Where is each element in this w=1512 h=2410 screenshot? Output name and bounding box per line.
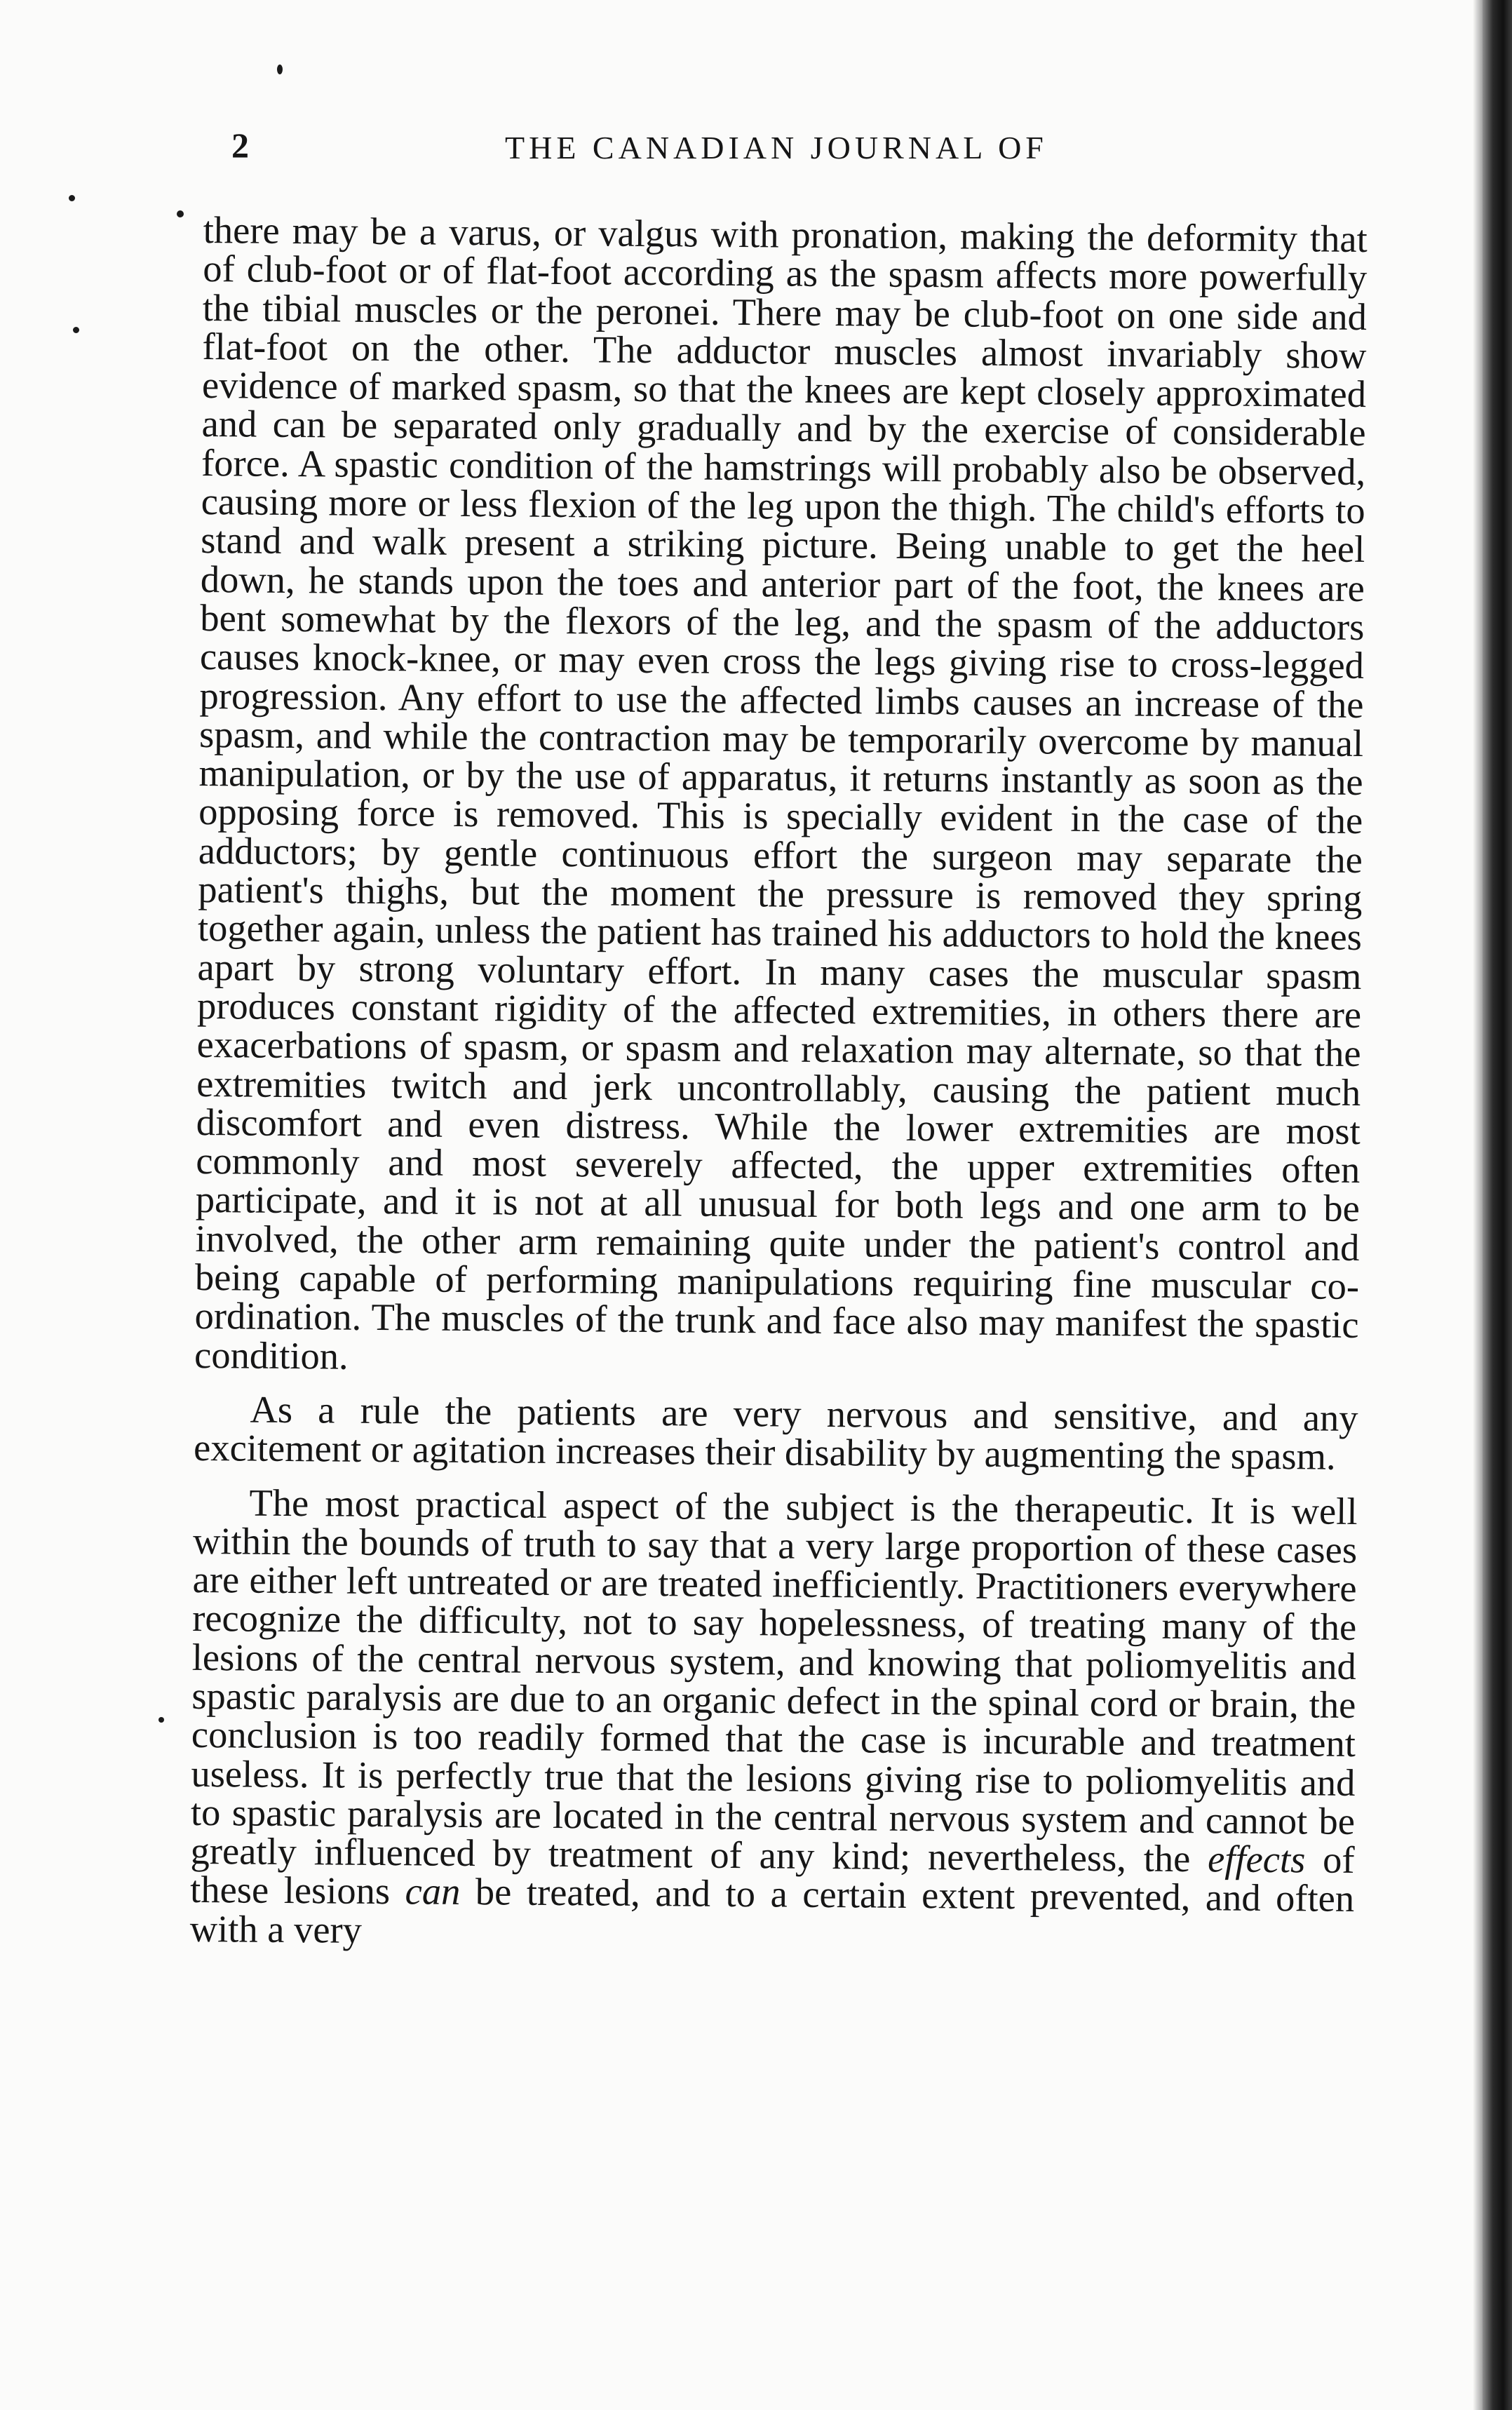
paragraph-1: there may be a varus, or valgus with pronation, making the deformity that of club-foot or of flat-foot according as the spasm affects more powerfully the tibial muscles or the peronei. There may be club-foot on one side and flat-foot on the other. The adductor muscles almost invariably show evidence of marked spasm, so that the knees are kept closely approximated and can be separated only gradually and by the exercise of considerable force. A spastic condition of the hamstrings will probably also be observed, causing more or less flexion of the leg upon the thigh. The child's efforts to stand and walk present a striking picture. Being unable to get the heel down, he stands upon the toes and anterior part of the foot, the knees are bent somewhat by the flexors of the leg, and the spasm of the adductors causes knock-knee, or may even cross the legs giving rise to cross-legged progression. Any effort to use the affected limbs causes an increase of the spasm, and while the contraction may be temporarily overcome by manual manipulation, or by the use of apparatus, it returns instantly as soon as the opposing force is removed. This is specially evident in the case of the adductors; by gentle continuous effort the surgeon may separate the patient's thighs, but the moment the pressure is removed they spring together again, unless the patient has trained his adductors to hold the knees apart by strong voluntary effort. In many cases the muscular spasm produces constant rigidity of the affected extremities, in others there are exacerbations of spasm, or spasm and relaxation may alternate, so that the extremities twitch and jerk uncontrollably, causing the patient much discomfort and even distress. While the lower extremities are most commonly and most severely affected, the upper extremities often participate, and it is not at all unusual for both legs and one arm to be involved, the other arm remaining quite under the patient's control and being capable of performing manipulations requiring fine muscular co-ordination. The muscles of the trunk and face also may manifest the spastic condition. — [194, 208, 1368, 1378]
paragraph-3-text-after: be treated, and to a certain extent prevented, and often with a very — [189, 1870, 1355, 1951]
scan-speck — [158, 1717, 164, 1723]
running-title: THE CANADIAN JOURNAL OF — [505, 130, 1048, 166]
scan-border — [1483, 0, 1512, 2410]
scan-speck — [69, 195, 75, 201]
scan-speck — [73, 327, 79, 333]
paragraph-3 — [190, 1482, 1358, 1957]
emphasis-can: can — [405, 1869, 461, 1913]
scan-shadow — [1473, 0, 1483, 2410]
paragraph-2: As a rule the patients are very nervous and sensitive, and any excitement or agitation increases their disability by augmenting the spasm. — [193, 1387, 1358, 1478]
scan-speck — [177, 210, 184, 217]
scan-speck — [277, 65, 283, 74]
emphasis-effects: effects — [1207, 1837, 1306, 1881]
page-header — [231, 125, 1354, 181]
page-number: 2 — [231, 126, 249, 165]
paragraph-3-text-before: The most practical aspect of the subject is the therapeutic. It is well within the bounds of truth to say that a very large proportion of these cases are either left untreated or are treated inefficiently. Practitioners everywhere recognize the difficulty, not to say hopelessness, of treating many of the lesions of the central nervous system, and knowing that poliomyelitis and spastic paralysis are due to an organic defect in the spinal cord or brain, the conclusion is too readily formed that the case is incurable and treatment useless. It is perfectly true that the lesions giving rise to poliomyelitis and to spastic paralysis are located in the central nervous system and cannot be greatly influenced by treatment of any kind; nevertheless, the — [190, 1481, 1358, 1880]
paragraph-3-text-middle: of these lesions — [189, 1838, 1355, 1913]
body-text — [190, 210, 1368, 1957]
